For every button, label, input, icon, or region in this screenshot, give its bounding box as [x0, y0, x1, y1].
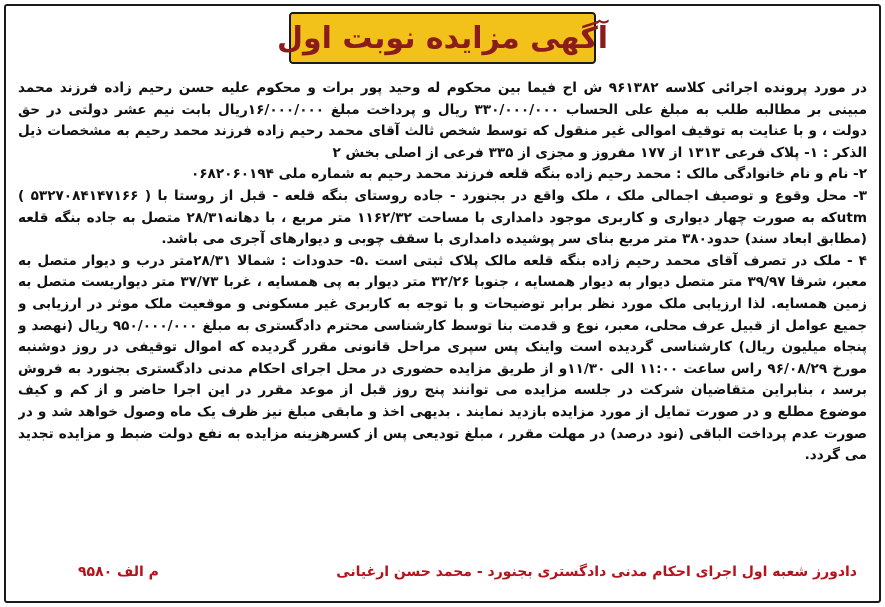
paragraph-case-intro: در مورد پرونده اجرائی کلاسه ۹۶۱۳۸۲ ش اح فیما بین محکوم له وحید پور برات و محکوم علیه حسن رحیم زاده فرزند محمد مبینی بر مطالبه طلب به مبلغ علی الحساب ۳۳۰/۰۰۰/۰۰۰ ریال و پرداخت مبلغ ۱۶/۰۰۰/۰۰۰ریال بابت نیم عشر دولتی در حق دولت ، و با عنایت به توقیف اموالی غیر منقول که توسط شخص ثالث آقای محمد رحیم زاده فرزند محمد رحیم به مشخصات ذیل الذکر : ۱- پلاک فرعی ۱۳۱۳ از ۱۷۷ مفروز و مجزی از ۳۳۵ فرعی از اصلی بخش ۲ — [18, 80, 867, 161]
footer-reference-code: م الف ۹۵۸۰ — [78, 564, 159, 580]
title-banner — [276, 12, 609, 64]
notice-body — [18, 78, 867, 556]
paragraph-property-location: ۳- محل وقوع و توصیف اجمالی ملک ، ملک واقع در بجنورد - جاده روستای بنگه قلعه - قبل از روستا با ( ۵۳۲۷۰۸۴۱۴۷۱۶۶ ) utmکه به صورت چهار دیواری و کاربری موجود دامداری با مساحت ۱۱۶۲/۳۲ متر مربع ، با دهانه۲۸/۳۱ متصل به جاده بنگه قلعه (مطابق ابعاد سند) حدود۳۸۰ متر مربع بنای سر پوشیده دامداری با سقف چوبی و دیوارهای آجری می باشد. — [18, 187, 867, 248]
notice-footer — [18, 564, 867, 590]
paragraph-owner-name: ۲- نام و نام خانوادگی مالک : محمد رحیم زاده بنگه قلعه فرزند محمد رحیم به شماره ملی ۰۶۸۲۰۶۰۱۹۴ — [190, 166, 867, 183]
paragraph-boundaries-and-auction: ۴ - ملک در تصرف آقای محمد رحیم زاده بنگه قلعه مالک پلاک ثبتی است .۵- حدودات : شمالا ۲۸/۳۱متر درب و دیوار متصل به معبر، شرقا ۳۹/۹۷ متر متصل دیوار به دیوار همسایه ، جنوبا ۳۲/۲۶ متر دیوار به پی همسایه ، غربا ۳۷/۷۳ متر دیواریست متصل به زمین همسایه. لذا ارزیابی ملک مورد نظر برابر توضیحات و با توجه به کاربری غیر مسکونی و موقعیت ملک موثر در ارزیابی و جمیع عوامل از قبیل عرف محلی، معبر، نوع و قدمت بنا توسط کارشناسی محترم دادگستری به مبلغ ۹۵۰/۰۰۰/۰۰۰ ریال (نهصد و پنجاه میلیون ریال) کارشناسی گردیده است واینک پس سپری مراحل قانونی مقرر گردیده که اموال توقیفی در روز دوشنبه مورخ ۹۶/۰۸/۲۹ راس ساعت ۱۱:۰۰ الی ۱۱/۳۰و از طریق مزایده حضوری در محل اجرای احکام مدنی دادگستری بجنورد به فروش برسد ، بنابراین متقاضیان شرکت در جلسه مزایده می توانند پنج روز قبل از موعد مقرر در این اجرا حاضر و از کم و کیف موضوع مطلع و در صورت تمایل از مورد مزایده بازدید نمایند . بدیهی اخذ و مابقی مبلغ نیز ظرف یک ماه وصول خواهد شد و در صورت عدم پرداخت الباقی (نود درصد) در مهلت مقرر ، مبلغ تودیعی پس از کسرهزینه مزایده به نفع دولت ضبط و مزایده تجدید می گردد. — [18, 252, 867, 464]
footer-signature: دادورز شعبه اول اجرای احکام مدنی دادگستری بجنورد - محمد حسن ارغیانی — [336, 564, 857, 580]
notice-title: آگهی مزایده نوبت اول — [276, 20, 609, 56]
